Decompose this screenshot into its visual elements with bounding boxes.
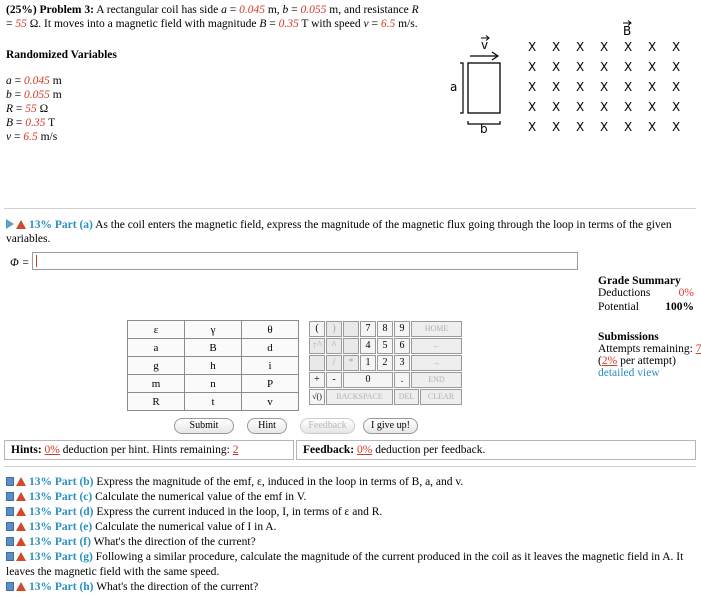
part-g-row[interactable] [6,551,683,563]
variable-grid [127,320,299,411]
warning-icon [16,492,26,501]
field-x-mark: X [648,40,657,54]
b-field-label: B [623,24,632,38]
var-button-gamma[interactable]: γ [185,321,242,339]
part-percent: 13% [29,506,52,518]
del-button[interactable]: DEL [394,389,419,405]
b-label: b [480,122,488,136]
part-g-row-continued [6,566,219,578]
coil-field-diagram [448,18,696,138]
value-a: 0.045 [239,4,265,16]
v-label: v [481,38,489,52]
part-percent: 13% [29,551,52,563]
part-label: Part (g) [54,551,93,563]
var-unit: T [48,117,56,129]
hints-text: deduction per hint. Hints remaining: [62,444,230,456]
caret-button[interactable]: ^ [326,338,342,354]
close-paren-button[interactable]: ) [326,321,342,337]
key-6[interactable]: 6 [394,338,410,354]
problem-text: m, and resistance [329,4,409,16]
hints-panel [4,440,294,460]
grade-summary [598,275,701,379]
feedback-deduction-pct: 0% [356,444,373,456]
paren: ( [598,355,602,367]
equals-sign: = [229,4,237,16]
warning-icon [16,477,26,486]
part-percent: 13% [29,581,52,593]
part-text: Following a similar procedure, calculate the magnitude of the current produced in the coil as it leaves the magnetic field in A. It [95,551,684,563]
a-label: a [450,80,458,94]
part-e-row[interactable] [6,521,277,533]
var-name: B [6,117,14,129]
hint-deduction-pct: 0% [44,444,60,456]
part-text: Express the magnitude of the emf, ε, induced in the loop in terms of B, a, and v. [96,476,464,488]
part-label: Part (h) [54,581,94,593]
part-c-row[interactable] [6,491,306,503]
key-2[interactable]: 2 [377,355,393,371]
var-button-d[interactable]: d [242,339,299,357]
part-icon [6,552,14,561]
part-d-row[interactable] [6,506,382,518]
field-x-mark: X [552,100,561,114]
equals-sign: = [291,4,298,16]
field-x-mark: X [672,40,681,54]
var-unit: m [52,89,62,101]
var-button-h[interactable]: h [185,357,242,375]
var-button-v[interactable]: v [242,393,299,411]
field-x-mark: X [552,40,561,54]
field-x-mark: X [672,60,681,74]
field-x-mark: X [552,80,561,94]
play-icon[interactable] [6,219,14,229]
feedback-panel [296,440,696,460]
open-paren-button[interactable]: ( [309,321,325,337]
var-button-n[interactable]: n [185,375,242,393]
text-cursor [36,255,37,267]
potential-label: Potential [598,301,639,313]
part-percent: 13% [29,476,52,488]
problem-label: (25%) Problem 3: [6,4,94,16]
var-button-theta[interactable]: θ [242,321,299,339]
part-text: As the coil enters the magnetic field, express the magnitude of the magnetic flux going through the loop in terms of the given variables. [6,219,672,245]
field-x-mark: X [624,120,633,134]
value-r: 55 [15,18,27,30]
equals-sign: = [6,18,13,30]
part-h-row[interactable] [6,581,258,593]
blank-button[interactable] [343,321,359,337]
var-a-name: a [221,4,227,16]
field-x-mark: X [528,60,537,74]
var-value: 6.5 [23,131,38,143]
divide-button[interactable]: / [326,355,342,371]
var-button-t[interactable]: t [185,393,242,411]
end-button[interactable]: END [411,372,462,388]
field-x-mark: X [648,60,657,74]
part-icon [6,492,14,501]
var-b-field-name: B [259,18,267,30]
var-unit: Ω [39,103,49,115]
attempts-label: Attempts remaining: [598,343,693,355]
answer-label: Φ = [10,257,30,269]
feedback-button[interactable]: Feedback [300,418,355,434]
hints-remaining: 2 [232,444,239,456]
part-text: Calculate the numerical value of the emf in V. [95,491,307,503]
field-x-mark: X [624,100,633,114]
var-name: R [6,103,14,115]
backspace-button[interactable]: BACKSPACE [326,389,393,405]
part-icon [6,537,14,546]
randomized-variables-title: Randomized Variables [6,49,117,61]
var-value: 0.055 [24,89,50,101]
field-x-mark: X [600,80,609,94]
key-4[interactable]: 4 [360,338,376,354]
part-percent: 13% [29,521,52,533]
grade-summary-title: Grade Summary [598,275,681,287]
part-a-question [6,218,696,246]
part-label: Part (c) [54,491,93,503]
var-button-g[interactable]: g [128,357,185,375]
var-value: 55 [25,103,37,115]
attempts-value: 7 [695,343,701,355]
part-label: Part (f) [54,536,91,548]
field-x-mark: X [576,80,585,94]
var-b-name: b [282,4,289,16]
part-icon [6,507,14,516]
field-x-mark: X [600,60,609,74]
part-label: Part (e) [54,521,93,533]
part-label: Part (b) [54,476,94,488]
part-percent: 13% [29,219,52,231]
field-x-mark: X [624,40,633,54]
part-text: Calculate the numerical value of I in A. [95,521,277,533]
give-up-button[interactable]: I give up! [363,418,418,434]
blank-button[interactable] [343,338,359,354]
power-button[interactable]: ↑^ [309,338,325,354]
key-5[interactable]: 5 [377,338,393,354]
warning-icon [16,552,26,561]
var-button-i[interactable]: i [242,357,299,375]
coil-rectangle [468,63,500,113]
warning-icon [16,537,26,546]
field-x-mark: X [648,100,657,114]
field-x-mark: X [672,120,681,134]
per-attempt-pct: 2% [601,355,618,367]
clear-button[interactable]: CLEAR [420,389,462,405]
part-f-row[interactable] [6,536,256,548]
part-text: What's the direction of the current? [93,536,256,548]
plus-button[interactable]: + [309,372,325,388]
randomized-variable: B = 0.35 T [6,117,56,129]
problem-text: m/s. [398,18,418,30]
left-arrow-button[interactable]: ← [411,338,462,354]
field-x-mark: X [672,100,681,114]
right-arrow-button[interactable]: → [411,355,462,371]
randomized-variable: b = 0.055 m [6,89,62,101]
var-button-b-field[interactable]: B [185,339,242,357]
field-x-mark: X [576,40,585,54]
var-name: v [6,131,12,143]
part-label: Part (a) [54,219,93,231]
home-button[interactable]: HOME [411,321,462,337]
field-x-mark: X [576,60,585,74]
equals-sign: = [371,18,378,30]
part-icon [6,522,14,531]
field-x-mark: X [528,80,537,94]
key-9[interactable]: 9 [394,321,410,337]
part-b-row[interactable] [6,476,463,488]
hints-label: Hints: [11,444,42,456]
part-icon [6,582,14,591]
part-percent: 13% [29,491,52,503]
warning-icon [16,507,26,516]
per-attempt-text: per attempt) [620,355,676,367]
warning-icon [16,522,26,531]
var-unit: m/s [40,131,58,143]
feedback-label: Feedback: [303,444,355,456]
var-r-name: R [411,4,419,16]
problem-text: T with speed [301,18,361,30]
field-x-mark: X [600,100,609,114]
multiply-button[interactable]: * [343,355,359,371]
warning-icon [16,220,26,229]
deductions-value: 0% [678,287,694,299]
field-x-mark: X [648,80,657,94]
field-x-mark: X [600,40,609,54]
randomized-variable: a = 0.045 m [6,75,62,87]
hint-button[interactable]: Hint [247,418,287,434]
var-button-epsilon[interactable]: ε [128,321,185,339]
var-name: a [6,75,12,87]
var-name: b [6,89,12,101]
part-label: Part (d) [54,506,94,518]
field-x-mark: X [672,80,681,94]
problem-text: A rectangular coil has side [96,4,219,16]
field-x-mark: X [528,40,537,54]
key-8[interactable]: 8 [377,321,393,337]
problem-statement [6,4,696,16]
deductions-label: Deductions [598,287,651,299]
field-x-mark: X [648,120,657,134]
feedback-text: deduction per feedback. [375,444,486,456]
var-value: 0.045 [24,75,50,87]
sqrt-button[interactable]: √() [309,389,325,405]
blank-button[interactable] [309,355,325,371]
warning-icon [16,582,26,591]
potential-value: 100% [665,301,694,313]
diagram-lines [448,18,696,138]
detailed-view-link[interactable]: detailed view [598,367,660,379]
part-text: Express the current induced in the loop, I, in terms of ε and R. [96,506,383,518]
submissions-title: Submissions [598,331,659,343]
unit-text: m, [267,4,280,16]
value-b: 0.055 [300,4,327,16]
var-unit: m [52,75,62,87]
field-x-mark: X [528,120,537,134]
part-text: What's the direction of the current? [96,581,259,593]
part-percent: 13% [29,536,52,548]
divider [4,208,696,209]
var-button-p[interactable]: P [242,375,299,393]
field-x-mark: X [552,60,561,74]
key-3[interactable]: 3 [394,355,410,371]
divider [4,466,696,467]
field-x-mark: X [624,60,633,74]
randomized-variable: v = 6.5 m/s [6,131,58,143]
decimal-button[interactable]: . [394,372,410,388]
key-0[interactable]: 0 [343,372,393,388]
submit-button[interactable]: Submit [174,418,234,434]
field-x-mark: X [624,80,633,94]
equals-sign: = [269,18,276,30]
key-7[interactable]: 7 [360,321,376,337]
part-icon [6,477,14,486]
a-bracket [460,63,463,113]
randomized-variable: R = 55 Ω [6,103,49,115]
minus-button[interactable]: - [326,372,342,388]
part-text: leaves the magnetic field with the same speed. [6,566,220,578]
field-x-mark: X [576,120,585,134]
field-x-mark: X [528,100,537,114]
problem-text: Ω. It moves into a magnetic field with magnitude [29,18,257,30]
value-b-field: 0.35 [278,18,299,30]
var-value: 0.35 [25,117,46,129]
key-1[interactable]: 1 [360,355,376,371]
field-x-mark: X [552,120,561,134]
var-button-r[interactable]: R [128,393,185,411]
value-v: 6.5 [380,18,396,30]
var-button-m[interactable]: m [128,375,185,393]
field-x-mark: X [600,120,609,134]
var-button-a[interactable]: a [128,339,185,357]
var-v-name: v [363,18,369,30]
field-x-mark: X [576,100,585,114]
answer-input[interactable] [32,252,578,270]
